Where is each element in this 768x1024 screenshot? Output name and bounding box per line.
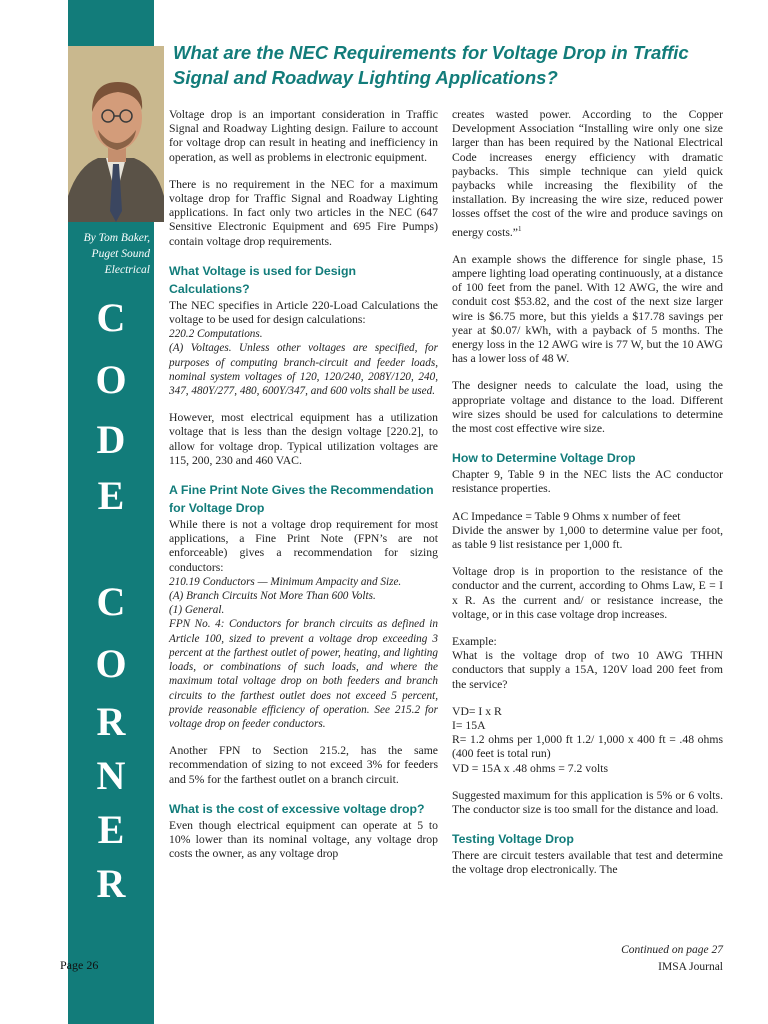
article-column-left <box>169 108 438 861</box>
paragraph: What is the voltage drop of two 10 AWG THHN conductors that supply a 15A, 120V load 200 feet from the service? <box>452 649 723 691</box>
section-heading: How to Determine Voltage Drop <box>452 451 636 466</box>
author-photo <box>68 46 164 222</box>
code-quote: 220.2 Computations. <box>169 328 263 341</box>
paragraph: Even though electrical equipment can operate at 5 to 10% lower than its nominal voltage, any voltage drop costs the owner, as any voltage drop <box>169 818 438 861</box>
big-letter: R <box>96 861 126 906</box>
paragraph: An example shows the difference for single phase, 15 ampere lighting load operating continuously, at a distance of 100 feet from the panel. With 12 AWG, the wire and conduit cost $53.82, and the cost of the next size larger wire is $6.75 more, but this yields a $17.78 savings per year at $0.07/ kWh, with a payback of 5 months. The energy loss in the 12 AWG wire is 77 W, but the 10 AWG has a lower loss of 48 W. <box>452 252 723 366</box>
article-column-right <box>452 108 723 878</box>
section-heading: A Fine Print Note Gives the Recommendation for Voltage Drop <box>169 483 434 516</box>
section-heading: Testing Voltage Drop <box>452 832 574 847</box>
paragraph: While there is not a voltage drop requirement for most applications, a Fine Print Note (FPN’s are not enforceable) gives a recommendation for sizing conductors: <box>169 518 438 574</box>
big-letter: R <box>96 699 126 744</box>
paragraph: The NEC specifies in Article 220-Load Calculations the voltage to be used for design calculations: <box>169 298 438 327</box>
continued-note: Continued on page 27 <box>621 944 723 956</box>
big-letter: O <box>95 641 127 686</box>
paragraph: Voltage drop is an important consideration in Traffic Signal and Roadway Lighting design. Failure to account for voltage drop can result in heating and inefficiency in operation, as well as problems in electronic equipment. <box>169 108 438 164</box>
section-heading: What Voltage is used for Design Calculations? <box>169 263 356 296</box>
page-number: Page 26 <box>60 958 99 972</box>
section-heading: What is the cost of excessive voltage drop? <box>169 801 425 816</box>
footnote-marker: 1 <box>518 224 522 233</box>
paragraph: However, most electrical equipment has a utilization voltage that is less than the design voltage [220.2], to allow for voltage drop. Typical utilization voltages are 115, 200, 230 and 460 VAC. <box>169 411 438 467</box>
formula-line: R= 1.2 ohms per 1,000 ft 1.2/ 1,000 x 400 ft = .48 ohms (400 feet is total run) <box>452 733 723 761</box>
formula-line: VD = 15A x .48 ohms = 7.2 volts <box>452 761 609 775</box>
code-quote: 210.19 Conductors — Minimum Ampacity and Size. <box>169 575 402 588</box>
paragraph: Divide the answer by 1,000 to determine value per foot, as table 9 list resistance per 1,000 ft. <box>452 523 723 551</box>
example-label: Example: <box>452 634 497 648</box>
big-letter: D <box>96 417 126 462</box>
paragraph: Voltage drop is in proportion to the resistance of the conductor and the current, according to Ohms Law, E = I x R. As the current and/ or resistance increase, the voltage, or in this case voltage drop increases. <box>452 565 723 621</box>
paragraph: Another FPN to Section 215.2, has the same recommendation of sizing to not exceed 3% for feeders and 5% for the farthest outlet on a branch circuit. <box>169 744 438 786</box>
author-byline <box>68 230 154 278</box>
journal-name: IMSA Journal <box>658 961 723 973</box>
paragraph: Chapter 9, Table 9 in the NEC lists the AC conductor resistance properties. <box>452 468 723 496</box>
big-letter: E <box>97 473 125 518</box>
paragraph: There are circuit testers available that test and determine the voltage drop electronically. The <box>452 849 723 877</box>
paragraph: The designer needs to calculate the load, using the appropriate voltage and distance to the load. Different wire sizes should be used for calculations to determine the most cost effective wire size. <box>452 379 723 435</box>
paragraph <box>452 108 723 240</box>
big-letter: C <box>96 295 126 340</box>
byline-line: By Tom Baker, <box>83 232 150 244</box>
big-letter: C <box>96 579 126 624</box>
code-quote: (1) General. <box>169 604 225 617</box>
formula-line: VD= I x R <box>452 704 502 718</box>
big-letter: E <box>97 807 125 852</box>
code-quote: (A) Branch Circuits Not More Than 600 Volts. <box>169 590 376 603</box>
byline-line: Electrical <box>104 264 150 276</box>
paragraph: There is no requirement in the NEC for a maximum voltage drop for Traffic Signal and Roadway Lighting applications. In fact only two articles in the NEC (647 Sensitive Electronic Equipment and 695 Fire Pumps) contain voltage drop requirements. <box>169 177 438 248</box>
big-letter: O <box>95 357 127 402</box>
big-letter: N <box>96 753 126 798</box>
code-quote: (A) Voltages. Unless other voltages are specified, for purposes of computing branch-circuit and feeder loads, nominal system voltages of 120, 120/240, 208Y/120, 240, 347, 480Y/277, 480, 600Y/347, and 600 volts shall be used. <box>169 342 438 398</box>
formula-line: I= 15A <box>452 719 486 732</box>
article-title: What are the NEC Requirements for Voltage Drop in Traffic Signal and Roadway Lighting Applications? <box>173 42 689 88</box>
formula-line: AC Impedance = Table 9 Ohms x number of feet <box>452 509 681 523</box>
code-quote: FPN No. 4: Conductors for branch circuits as defined in Article 100, sized to prevent a voltage drop exceeding 3 percent at the farthest outlet of power, heating, and lighting loads, or combinations of such loads, and where the maximum total voltage drop on both feeders and branch circuits to the farthest outlet does not exceed 5 percent, provide reasonable efficiency of operation. See 215.2 for voltage drop on feeder conductors. <box>169 618 438 730</box>
byline-line: Puget Sound <box>91 248 150 260</box>
paragraph-text: creates wasted power. According to the Copper Development Association “Installing wire only one size larger than has been required by the National Electrical Code increases energy efficiency with dramatic paybacks. This simple technique can yield quick paybacks while increasing the flexibility of the installation. By increasing the wire size, reduced power losses offset the cost of the wire and produce savings on energy costs.” <box>452 108 723 239</box>
paragraph: Suggested maximum for this application is 5% or 6 volts. The conductor size is too small for the distance and load. <box>452 788 723 817</box>
